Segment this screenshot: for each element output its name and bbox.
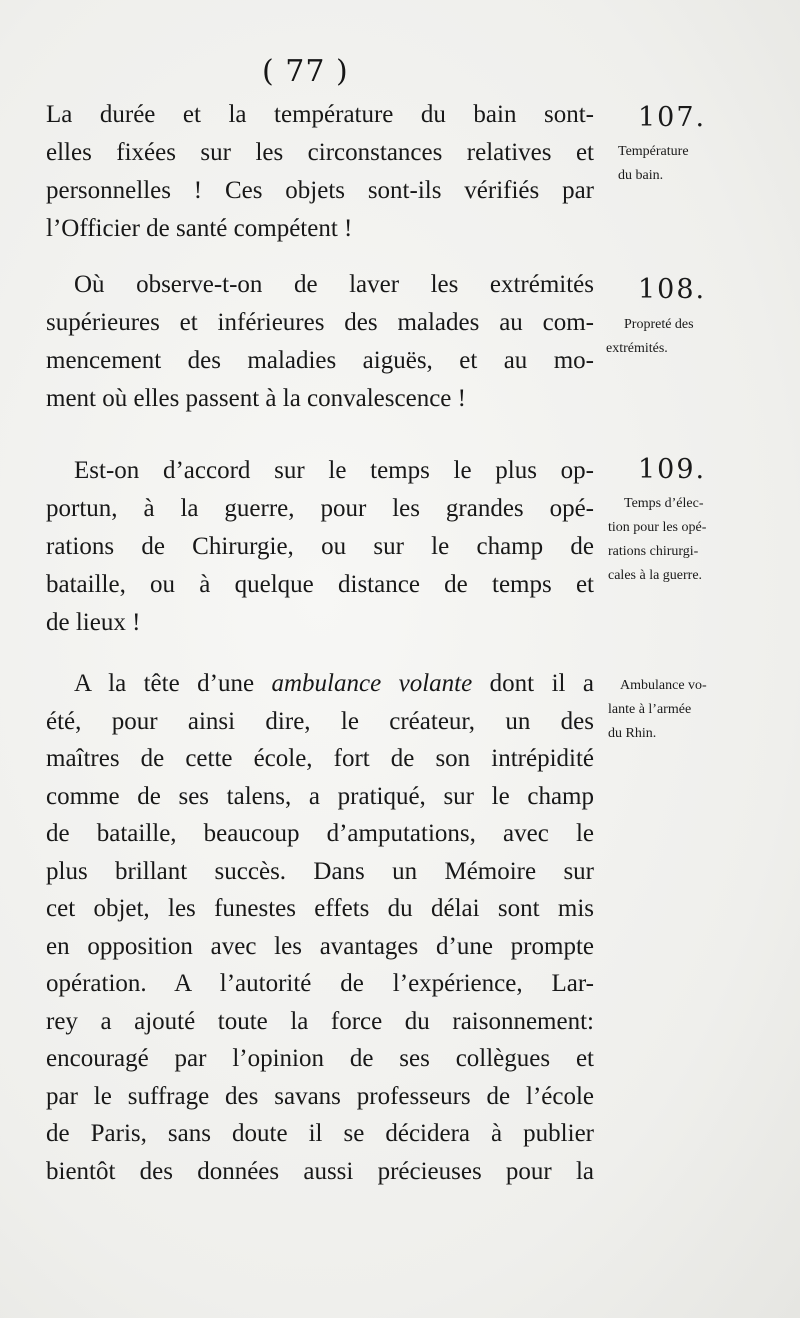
margin-note-line: tion pour les opé- [608,520,707,535]
margin-note-line: extrémités. [606,341,668,356]
text-line: supérieures et inférieures des malades au com- [46,309,594,336]
margin-note-line: Propreté des [624,317,694,332]
page-number: ( 77 ) [262,54,349,89]
text-line: comme de ses talens, a pratiqué, sur le champ [46,782,594,810]
text-line: encouragé par l’opinion de ses collègues et [46,1045,594,1072]
margin-note-number: 108. [638,274,707,305]
margin-note [618,140,689,188]
paragraph-4 [74,665,594,703]
paragraph-1 [46,96,594,248]
text-line: opération. A l’autorité de l’expérience, Lar- [46,970,594,997]
margin-note-line: du bain. [618,168,664,183]
margin-note-number: 109. [638,454,707,485]
margin-note-line: Ambulance vo- [620,678,707,693]
text-line: par le suffrage des savans professeurs de l’école [46,1082,594,1110]
paragraph-2-continued [46,304,594,418]
text-line: bataille, ou à quelque distance de temps et [46,571,594,598]
margin-note-line: lante à l’armée [608,702,692,717]
paragraph-4-continued [46,703,594,1191]
text-line: La durée et la température du bain sont- [46,101,594,128]
margin-note [608,674,707,746]
text-line: mencement des maladies aiguës, et au mo- [46,347,594,374]
text-line: en opposition avec les avantages d’une prompte [46,932,594,960]
text-line: cet objet, les funestes effets du délai sont mis [46,895,594,922]
text-run: dont il a [472,670,594,697]
margin-note-line: du Rhin. [608,726,657,741]
text-line: plus brillant succès. Dans un Mémoire sur [46,857,594,885]
text-line: de bataille, beaucoup d’amputations, avec le [46,820,594,847]
paragraph-3 [74,452,594,490]
paragraph-2 [74,266,594,304]
margin-note [608,492,707,588]
text-line: Est-on d’accord sur le temps le plus op- [74,457,594,484]
text-line: elles fixées sur les circonstances relatives et [46,139,594,166]
text-line: personnelles ! Ces objets sont-ils vérifiés par [46,177,594,204]
margin-note-number: 107. [638,102,707,133]
text-line: rations de Chirurgie, ou sur le champ de [46,533,594,560]
margin-note-line: rations chirurgi- [608,544,699,559]
margin-note-line: Temps d’élec- [624,496,704,511]
text-line: bientôt des données aussi précieuses pour la [46,1157,594,1185]
margin-note-line: cales à la guerre. [608,568,703,583]
text-line: été, pour ainsi dire, le créateur, un des [46,707,594,735]
text-line: maîtres de cette école, fort de son intrépidité [46,745,594,772]
paragraph-3-continued [46,490,594,642]
text-line: de lieux ! [46,609,141,636]
text-line: portun, à la guerre, pour les grandes opé- [46,495,594,522]
text-line [74,665,594,703]
text-line: l’Officier de santé compétent ! [46,215,353,242]
text-line: de Paris, sans doute il se décidera à publier [46,1120,594,1147]
margin-note [606,313,694,361]
text-run: A la tête d’une [74,670,272,697]
margin-note-line: Température [618,144,689,159]
text-line: Où observe-t-on de laver les extrémités [74,271,594,298]
text-line: rey a ajouté toute la force du raisonnement: [46,1007,594,1035]
italic-term: ambulance volante [271,670,473,697]
text-line: ment où elles passent à la convalescence ! [46,385,466,412]
